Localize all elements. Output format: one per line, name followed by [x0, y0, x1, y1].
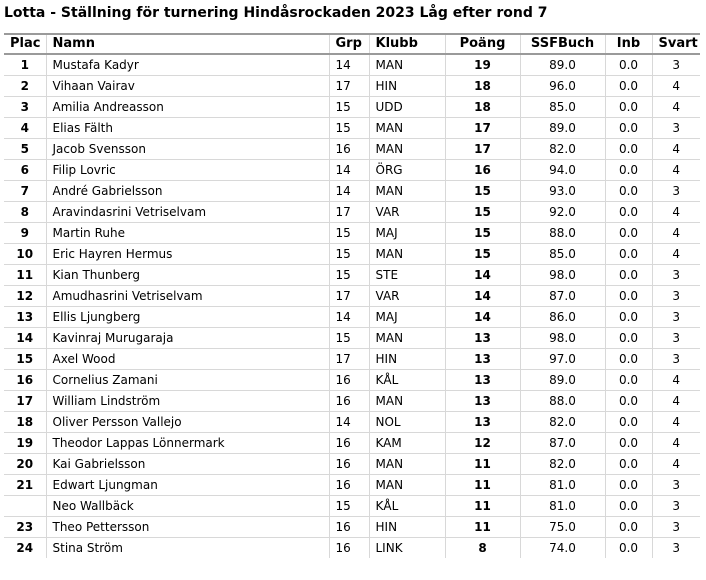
- cell-poang: 18: [445, 97, 520, 118]
- cell-ssfbuch: 74.0: [520, 538, 605, 559]
- cell-ssfbuch: 86.0: [520, 307, 605, 328]
- cell-klubb: KÅL: [369, 496, 445, 517]
- cell-klubb: KÅL: [369, 370, 445, 391]
- cell-ssfbuch: 82.0: [520, 454, 605, 475]
- cell-namn: Theo Pettersson: [46, 517, 329, 538]
- cell-plac: 12: [4, 286, 46, 307]
- cell-namn: Stina Ström: [46, 538, 329, 559]
- column-header-svart[interactable]: Svart: [652, 34, 700, 54]
- table-row: [4, 433, 700, 454]
- table-row: [4, 160, 700, 181]
- cell-inb: 0.0: [605, 412, 652, 433]
- cell-inb: 0.0: [605, 139, 652, 160]
- cell-ssfbuch: 97.0: [520, 349, 605, 370]
- cell-svart: 3: [652, 496, 700, 517]
- cell-grp: 14: [329, 54, 369, 76]
- cell-grp: 14: [329, 181, 369, 202]
- cell-poang: 18: [445, 76, 520, 97]
- cell-inb: 0.0: [605, 517, 652, 538]
- cell-poang: 15: [445, 202, 520, 223]
- cell-grp: 15: [329, 328, 369, 349]
- cell-namn: Theodor Lappas Lönnermark: [46, 433, 329, 454]
- table-row: [4, 538, 700, 559]
- cell-klubb: HIN: [369, 76, 445, 97]
- table-header-row: [4, 34, 700, 54]
- cell-ssfbuch: 88.0: [520, 391, 605, 412]
- cell-klubb: MAN: [369, 391, 445, 412]
- table-row: [4, 370, 700, 391]
- cell-grp: 17: [329, 76, 369, 97]
- cell-plac: 14: [4, 328, 46, 349]
- cell-klubb: LINK: [369, 538, 445, 559]
- table-row: [4, 517, 700, 538]
- column-header-namn[interactable]: Namn: [46, 34, 329, 54]
- cell-inb: 0.0: [605, 118, 652, 139]
- cell-klubb: MAN: [369, 118, 445, 139]
- cell-inb: 0.0: [605, 328, 652, 349]
- table-row: [4, 307, 700, 328]
- cell-svart: 3: [652, 286, 700, 307]
- cell-plac: 23: [4, 517, 46, 538]
- cell-plac: 11: [4, 265, 46, 286]
- cell-klubb: MAN: [369, 54, 445, 76]
- cell-ssfbuch: 82.0: [520, 412, 605, 433]
- column-header-inb[interactable]: Inb: [605, 34, 652, 54]
- table-row: [4, 286, 700, 307]
- cell-svart: 3: [672, 541, 681, 555]
- table-row: [4, 454, 700, 475]
- cell-namn: Vihaan Vairav: [46, 76, 329, 97]
- cell-namn: Elias Fälth: [46, 118, 329, 139]
- cell-plac: 15: [4, 349, 46, 370]
- cell-inb: 0.0: [605, 391, 652, 412]
- cell-inb: 0.0: [605, 244, 652, 265]
- cell-inb: 0.0: [605, 307, 652, 328]
- cell-grp: 16: [329, 454, 369, 475]
- cell-plac: 17: [4, 391, 46, 412]
- cell-ssfbuch: 94.0: [520, 160, 605, 181]
- cell-inb: 0.0: [605, 223, 652, 244]
- cell-poang: 11: [445, 475, 520, 496]
- cell-svart: 3: [652, 54, 700, 76]
- cell-poang: 8: [445, 538, 520, 559]
- cell-grp: 15: [329, 265, 369, 286]
- cell-plac: 18: [4, 412, 46, 433]
- cell-grp: 16: [329, 433, 369, 454]
- standings-table: [4, 33, 700, 558]
- cell-plac: 4: [4, 118, 46, 139]
- cell-poang: 12: [445, 433, 520, 454]
- cell-grp: 17: [329, 349, 369, 370]
- cell-grp: 14: [329, 307, 369, 328]
- cell-grp: 15: [329, 118, 369, 139]
- cell-ssfbuch: 89.0: [520, 118, 605, 139]
- cell-namn: Aravindasrini Vetriselvam: [46, 202, 329, 223]
- cell-svart: 4: [652, 454, 700, 475]
- cell-namn: Jacob Svensson: [46, 139, 329, 160]
- cell-plac: 6: [4, 160, 46, 181]
- cell-namn: Neo Wallbäck: [46, 496, 329, 517]
- cell-plac: 9: [4, 223, 46, 244]
- cell-plac: 2: [4, 76, 46, 97]
- column-header-grp[interactable]: Grp: [329, 34, 369, 54]
- cell-inb: 0.0: [605, 433, 652, 454]
- cell-namn: Ellis Ljungberg: [46, 307, 329, 328]
- cell-inb: 0.0: [605, 265, 652, 286]
- cell-poang: 13: [445, 412, 520, 433]
- cell-klubb: MAN: [369, 328, 445, 349]
- table-row: [4, 54, 700, 76]
- cell-ssfbuch: 75.0: [520, 517, 605, 538]
- table-row: [4, 223, 700, 244]
- cell-namn: William Lindström: [46, 391, 329, 412]
- cell-ssfbuch: 93.0: [520, 181, 605, 202]
- table-row: [4, 349, 700, 370]
- cell-klubb: VAR: [369, 202, 445, 223]
- cell-ssfbuch: 98.0: [520, 265, 605, 286]
- cell-grp: 15: [329, 496, 369, 517]
- cell-svart: 4: [652, 391, 700, 412]
- cell-namn: Mustafa Kadyr: [46, 54, 329, 76]
- cell-inb: 0.0: [605, 76, 652, 97]
- cell-plac: [4, 496, 46, 517]
- table-row: [4, 391, 700, 412]
- cell-inb: 0.0: [605, 202, 652, 223]
- cell-svart: 3: [652, 118, 700, 139]
- cell-ssfbuch: 85.0: [520, 97, 605, 118]
- cell-svart: 3: [652, 517, 700, 538]
- cell-poang: 16: [445, 160, 520, 181]
- cell-plac: 16: [4, 370, 46, 391]
- column-header-plac[interactable]: Plac: [4, 34, 46, 54]
- cell-ssfbuch: 89.0: [520, 370, 605, 391]
- cell-ssfbuch: 88.0: [520, 223, 605, 244]
- cell-poang: 13: [445, 370, 520, 391]
- cell-klubb: KAM: [369, 433, 445, 454]
- cell-poang: 13: [445, 391, 520, 412]
- cell-plac: 8: [4, 202, 46, 223]
- cell-grp: 16: [329, 391, 369, 412]
- cell-klubb: MAN: [369, 139, 445, 160]
- cell-klubb: MAN: [369, 244, 445, 265]
- cell-namn: Amudhasrini Vetriselvam: [46, 286, 329, 307]
- cell-namn: Martin Ruhe: [46, 223, 329, 244]
- cell-plac: 10: [4, 244, 46, 265]
- cell-inb: 0.0: [605, 349, 652, 370]
- cell-svart: 3: [652, 181, 700, 202]
- cell-poang: 15: [445, 223, 520, 244]
- cell-poang: 11: [445, 496, 520, 517]
- cell-namn: Eric Hayren Hermus: [46, 244, 329, 265]
- cell-ssfbuch: 87.0: [520, 433, 605, 454]
- table-row: [4, 139, 700, 160]
- cell-namn: Kian Thunberg: [46, 265, 329, 286]
- cell-ssfbuch: 81.0: [520, 496, 605, 517]
- cell-svart: 3: [652, 475, 700, 496]
- cell-grp: 16: [329, 139, 369, 160]
- table-row: [4, 475, 700, 496]
- cell-svart: 4: [652, 139, 700, 160]
- cell-plac: 5: [4, 139, 46, 160]
- cell-namn: Cornelius Zamani: [46, 370, 329, 391]
- table-row: [4, 202, 700, 223]
- cell-klubb: ÖRG: [369, 160, 445, 181]
- column-header-ssfbuch[interactable]: SSFBuch: [520, 34, 605, 54]
- cell-svart: 3: [652, 307, 700, 328]
- cell-grp: 15: [329, 223, 369, 244]
- cell-klubb: VAR: [369, 286, 445, 307]
- table-row: [4, 412, 700, 433]
- cell-grp: 16: [329, 517, 369, 538]
- cell-namn: Oliver Persson Vallejo: [46, 412, 329, 433]
- cell-poang: 14: [445, 265, 520, 286]
- cell-ssfbuch: 98.0: [520, 328, 605, 349]
- cell-klubb: MAJ: [369, 223, 445, 244]
- cell-poang: 11: [445, 454, 520, 475]
- cell-klubb: UDD: [369, 97, 445, 118]
- cell-klubb: MAJ: [369, 307, 445, 328]
- cell-klubb: MAN: [369, 475, 445, 496]
- cell-poang: 17: [445, 139, 520, 160]
- cell-poang: 13: [445, 328, 520, 349]
- cell-grp: 16: [329, 538, 369, 559]
- cell-svart: 4: [652, 370, 700, 391]
- table-row: [4, 496, 700, 517]
- cell-svart: 4: [652, 223, 700, 244]
- cell-poang: 14: [445, 307, 520, 328]
- cell-svart: 4: [652, 412, 700, 433]
- cell-namn: Filip Lovric: [46, 160, 329, 181]
- cell-inb: 0.0: [605, 54, 652, 76]
- cell-plac: 19: [4, 433, 46, 454]
- cell-ssfbuch: 89.0: [520, 54, 605, 76]
- cell-inb: 0.0: [605, 370, 652, 391]
- cell-inb: 0.0: [605, 97, 652, 118]
- cell-plac: 13: [4, 307, 46, 328]
- cell-svart: 3: [652, 328, 700, 349]
- cell-plac: 24: [4, 538, 46, 559]
- cell-poang: 13: [445, 349, 520, 370]
- cell-ssfbuch: 92.0: [520, 202, 605, 223]
- cell-inb: 0.0: [605, 454, 652, 475]
- cell-grp: 17: [329, 286, 369, 307]
- cell-poang: 14: [445, 286, 520, 307]
- cell-ssfbuch: 81.0: [520, 475, 605, 496]
- cell-namn: Kai Gabrielsson: [46, 454, 329, 475]
- cell-grp: 16: [329, 370, 369, 391]
- table-row: [4, 244, 700, 265]
- table-row: [4, 328, 700, 349]
- cell-poang: 15: [445, 181, 520, 202]
- cell-namn: Kavinraj Murugaraja: [46, 328, 329, 349]
- cell-svart: 3: [652, 265, 700, 286]
- cell-plac: 3: [4, 97, 46, 118]
- cell-inb: 0.0: [605, 160, 652, 181]
- cell-klubb: MAN: [369, 454, 445, 475]
- cell-namn: André Gabrielsson: [46, 181, 329, 202]
- cell-poang: 15: [445, 244, 520, 265]
- cell-grp: 14: [329, 160, 369, 181]
- cell-inb: 0.0: [605, 496, 652, 517]
- cell-klubb: HIN: [369, 517, 445, 538]
- page-title: Lotta - Ställning för turnering Hindåsrockaden 2023 Låg efter rond 7: [4, 5, 548, 21]
- cell-inb: 0.0: [605, 181, 652, 202]
- table-row: [4, 76, 700, 97]
- cell-plac: 7: [4, 181, 46, 202]
- cell-grp: 16: [329, 475, 369, 496]
- cell-namn: Axel Wood: [46, 349, 329, 370]
- cell-grp: 14: [329, 412, 369, 433]
- cell-svart: 4: [652, 244, 700, 265]
- cell-klubb: HIN: [369, 349, 445, 370]
- column-header-poang[interactable]: Poäng: [445, 34, 520, 54]
- cell-klubb: MAN: [369, 181, 445, 202]
- table-row: [4, 265, 700, 286]
- cell-ssfbuch: 87.0: [520, 286, 605, 307]
- cell-klubb: STE: [369, 265, 445, 286]
- cell-grp: 15: [329, 97, 369, 118]
- cell-svart: 4: [652, 76, 700, 97]
- cell-klubb: NOL: [369, 412, 445, 433]
- cell-inb: 0.0: [605, 538, 652, 559]
- cell-namn: Amilia Andreasson: [46, 97, 329, 118]
- cell-grp: 15: [329, 244, 369, 265]
- table-row: [4, 181, 700, 202]
- cell-ssfbuch: 96.0: [520, 76, 605, 97]
- cell-poang: 11: [445, 517, 520, 538]
- table-row: [4, 97, 700, 118]
- cell-svart: 4: [652, 160, 700, 181]
- cell-grp: 17: [329, 202, 369, 223]
- cell-poang: 17: [445, 118, 520, 139]
- cell-ssfbuch: 82.0: [520, 139, 605, 160]
- cell-svart: 3: [652, 349, 700, 370]
- cell-svart: 4: [652, 97, 700, 118]
- cell-poang: 19: [445, 54, 520, 76]
- cell-inb: 0.0: [605, 286, 652, 307]
- cell-plac: 21: [4, 475, 46, 496]
- cell-ssfbuch: 85.0: [520, 244, 605, 265]
- cell-svart: 4: [652, 202, 700, 223]
- cell-inb: 0.0: [605, 475, 652, 496]
- cell-svart: 4: [652, 433, 700, 454]
- table-row: [4, 118, 700, 139]
- standings-body: [4, 54, 700, 558]
- cell-namn: Edwart Ljungman: [46, 475, 329, 496]
- column-header-klubb[interactable]: Klubb: [369, 34, 445, 54]
- cell-plac: 20: [4, 454, 46, 475]
- cell-plac: 1: [4, 54, 46, 76]
